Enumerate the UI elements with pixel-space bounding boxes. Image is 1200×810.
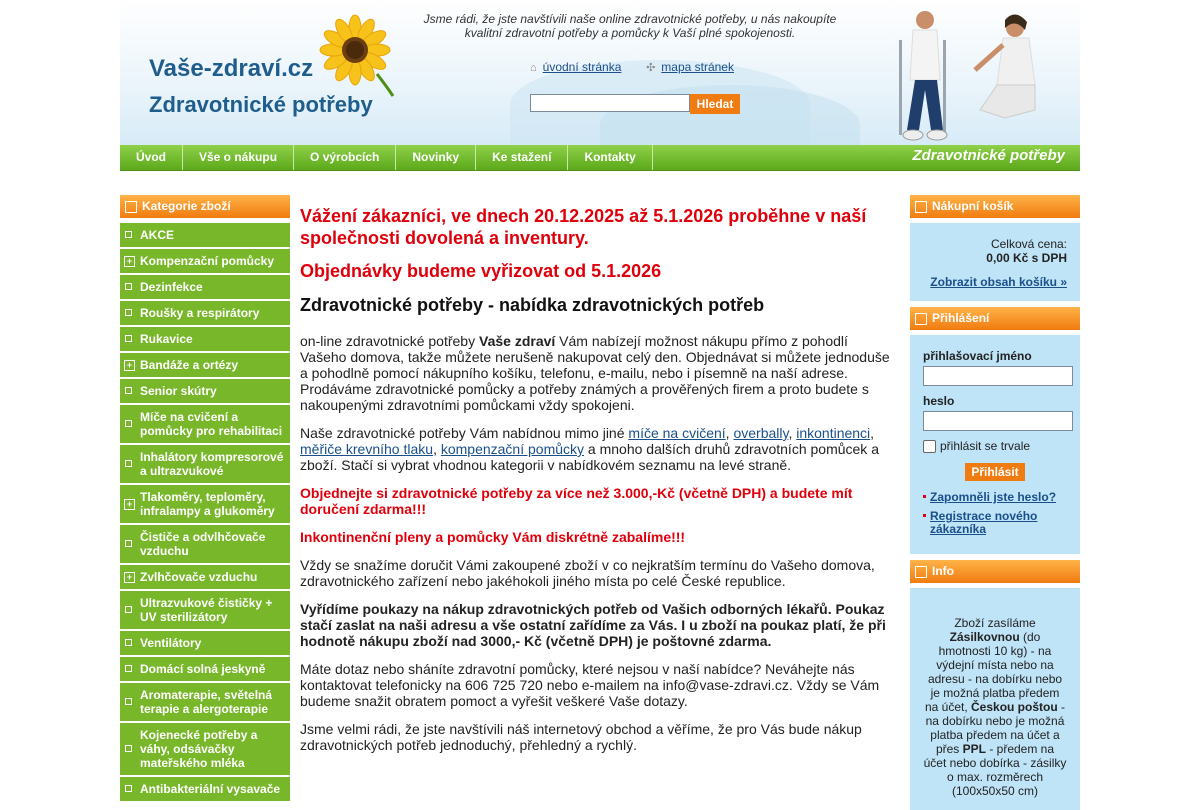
login-icon: [915, 313, 927, 325]
text: - na dobírku nebo je možná platba předem na účet a přes: [925, 700, 1066, 756]
bullet-icon: [125, 335, 132, 342]
carrier-zasilkovna: Zásilkovnou: [949, 630, 1020, 644]
category-label: Zvlhčovače vzduchu: [140, 570, 258, 584]
password-field[interactable]: [923, 411, 1073, 431]
category-tree-icon: [125, 201, 137, 213]
holiday-notice: Vážení zákazníci, ve dnech 20.12.2025 až 5.1.2026 proběhne v naší společnosti dovolená a inventury.: [300, 206, 867, 248]
discreet-packing-notice: Inkontinenční pleny a pomůcky Vám diskrétně zabalíme!!!: [300, 529, 686, 545]
info-header: [910, 560, 1080, 583]
header: [120, 0, 1080, 145]
login-button[interactable]: Přihlásit: [965, 463, 1024, 481]
free-shipping-notice: Objednejte si zdravotnické potřeby za více než 3.000,-Kč (včetně DPH) a budete mít doručení zdarma!!!: [300, 485, 853, 517]
category-item[interactable]: [120, 379, 290, 405]
category-label: Domácí solná jeskyně: [140, 662, 266, 676]
category-item[interactable]: [120, 249, 290, 275]
cart-title: Nákupní košík: [932, 199, 1014, 213]
login-header: [910, 307, 1080, 330]
category-title: Kategorie zboží: [142, 199, 231, 213]
category-label: Tlakoměry, teploměry, infralampy a glukoměry: [140, 490, 275, 518]
category-label: Čističe a odvlhčovače vzduchu: [140, 530, 266, 558]
orders-notice: Objednávky budeme vyřizovat od 5.1.2026: [300, 261, 662, 281]
home-link[interactable]: úvodní stránka: [542, 60, 622, 74]
site-subtitle: Zdravotnické potřeby: [149, 92, 373, 117]
bullet-icon: [125, 460, 132, 467]
text: (do hmotnosti 10 kg) - na výdejní místa nebo na adresu - na dobírku nebo je možná platba předem na účet,: [924, 630, 1063, 714]
category-item[interactable]: [120, 485, 290, 525]
text: Vám nabízejí možnost nákupu přímo z pohodlí Vašeho domova, takže můžete nerušeně nakupovat celý den. Objednávat si můžete jednoduše a pohodlně pomocí nákupního košíku, telefonu, e-mailu, nebo i písemně na naší adrese. Prodáváme zdravotnické pomůcky a potřeby známých a prověřených firem a proto budete s nakoupenými zdravotními pomůckami vždy spokojeni.: [300, 333, 890, 413]
cart-header: [910, 195, 1080, 218]
link-mice-na-cviceni[interactable]: míče na cvičení: [628, 425, 726, 441]
info-icon: [915, 566, 927, 578]
username-field[interactable]: [923, 366, 1073, 386]
search-input[interactable]: [530, 94, 690, 112]
main-content: [300, 205, 892, 765]
category-item[interactable]: [120, 631, 290, 657]
category-item[interactable]: [120, 445, 290, 485]
nav-item-ke-stazeni[interactable]: Ke stažení: [476, 145, 568, 170]
nav-item-uvod[interactable]: Úvod: [120, 145, 183, 170]
category-label: Senior skútry: [140, 384, 217, 398]
text: Zboží zasíláme: [954, 616, 1036, 630]
nav-item-kontakty[interactable]: Kontakty: [568, 145, 652, 170]
nav-item-novinky[interactable]: Novinky: [396, 145, 476, 170]
brand-name: Vaše zdraví: [479, 333, 556, 349]
remember-checkbox[interactable]: [923, 440, 936, 453]
link-merice-tlaku[interactable]: měřiče krevního tlaku: [300, 441, 434, 457]
remember-row: [923, 439, 1067, 453]
text: - předem na účet nebo dobírka - zásilky o max. rozměrech (100x50x50 cm): [923, 742, 1067, 798]
cart-total-value: 0,00 Kč s DPH: [986, 251, 1067, 265]
login-box: [910, 335, 1080, 554]
bullet-icon: [125, 231, 132, 238]
category-label: Inhalátory kompresorové a ultrazvukové: [140, 450, 284, 478]
bullet-icon: [125, 309, 132, 316]
intro-paragraph: [300, 333, 892, 413]
category-item[interactable]: [120, 405, 290, 445]
header-people-image: [885, 0, 1080, 145]
category-list: [120, 223, 290, 803]
bullet-icon: [125, 420, 132, 427]
category-item[interactable]: [120, 353, 290, 379]
category-item[interactable]: [120, 591, 290, 631]
category-sidebar: [120, 195, 290, 803]
search-button[interactable]: Hledat: [690, 94, 740, 114]
category-label: Ultrazvukové čističky + UV sterilizátory: [140, 596, 273, 624]
welcome-text: Jsme rádi, že jste navštívili naše online zdravotnické potřeby, u nás nakoupíte kvalitní zdravotní potřeby a pomůcky k Vaší plné spokojenosti.: [423, 12, 837, 40]
link-inkontinenci[interactable]: inkontinenci: [796, 425, 871, 441]
carrier-ppl: PPL: [962, 742, 986, 756]
password-label: heslo: [923, 394, 955, 408]
bullet-icon: [125, 639, 132, 646]
category-item[interactable]: [120, 327, 290, 353]
category-item[interactable]: [120, 683, 290, 723]
category-item[interactable]: [120, 525, 290, 565]
bullet-icon: [125, 698, 132, 705]
bullet-icon: [125, 785, 132, 792]
info-box: [910, 588, 1080, 810]
text: on-line zdravotnické potřeby: [300, 333, 479, 349]
expand-icon[interactable]: +: [124, 256, 135, 267]
home-icon: ⌂: [530, 62, 537, 74]
category-item[interactable]: [120, 777, 290, 803]
nav-item-o-vyrobcich[interactable]: O výrobcích: [294, 145, 396, 170]
bullet-icon: [125, 387, 132, 394]
remember-label: přihlásit se trvale: [940, 439, 1031, 453]
category-item[interactable]: [120, 275, 290, 301]
cart-total-label: Celková cena:: [990, 237, 1067, 251]
nav-item-vse-o-nakupu[interactable]: Vše o nákupu: [183, 145, 294, 170]
sunflower-logo-icon: [315, 12, 395, 97]
category-label: Rukavice: [140, 332, 193, 346]
prescription-paragraph: Vyřídíme poukazy na nákup zdravotnických potřeb od Vašich odborných lékařů. Poukaz stačí zaslat na naši adresu a vše ostatní zařídíme za Vás. I u zboží na poukaz platí, že při hodnotě nákupu zboží nad 3000,- Kč (včetně DPH) je poštovné zdarma.: [300, 601, 886, 649]
top-links: [530, 60, 734, 74]
category-label: Roušky a respirátory: [140, 306, 260, 320]
delivery-paragraph: Vždy se snažíme doručit Vámi zakoupené zboží v co nejkratším termínu do Vašeho domova, zdravotnického zařízení nebo jakéhokoli jiného místa po celé České republice.: [300, 557, 875, 589]
carrier-ceska-posta: Českou poštou: [971, 700, 1058, 714]
category-item[interactable]: [120, 301, 290, 327]
register-link[interactable]: Registrace nového zákazníka: [923, 510, 1067, 536]
expand-icon[interactable]: +: [124, 360, 135, 371]
right-sidebar: [910, 195, 1080, 810]
category-item[interactable]: [120, 723, 290, 777]
bullet-icon: [125, 283, 132, 290]
expand-icon[interactable]: +: [124, 572, 135, 583]
bullet-icon: [125, 665, 132, 672]
site-name[interactable]: Vaše-zdraví.cz: [149, 55, 314, 82]
username-label: přihlašovací jméno: [923, 349, 1032, 363]
category-label: Míče na cvičení a pomůcky pro rehabilitaci: [140, 410, 283, 438]
category-item[interactable]: [120, 657, 290, 683]
expand-icon[interactable]: +: [124, 499, 135, 510]
category-label: AKCE: [140, 228, 175, 242]
category-label: Bandáže a ortézy: [140, 358, 239, 372]
info-title: Info: [932, 564, 954, 578]
text: Naše zdravotnické potřeby Vám nabídnou mimo jiné: [300, 425, 629, 441]
bullet-icon: [125, 745, 132, 752]
cart-box: [910, 223, 1080, 301]
category-header: [120, 195, 290, 218]
contact-paragraph: Máte dotaz nebo sháníte zdravotní pomůcky, které nejsou v naší nabídce? Neváhejte nás kontaktovat telefonicky na 606 725 720 nebo e-mailem na info@vase-zdravi.cz. Vždy se Vám budeme snažit obratem pomoct a vyřešit veškeré Vaše dotazy.: [300, 661, 880, 709]
category-label: Aromaterapie, světelná terapie a alergoterapie: [140, 688, 273, 716]
category-label: Antibakteriální vysavače: [140, 782, 281, 796]
sitemap-icon: ✣: [646, 62, 656, 74]
cart-icon: [915, 201, 927, 213]
link-kompenzacni-pomucky[interactable]: kompenzační pomůcky: [440, 441, 585, 457]
category-item[interactable]: [120, 223, 290, 249]
sitemap-link[interactable]: mapa stránek: [661, 60, 734, 74]
category-label: Kojenecké potřeby a váhy, odsávačky mateřského mléka: [140, 728, 258, 770]
cart-show-link[interactable]: Zobrazit obsah košíku »: [930, 275, 1067, 289]
link-overbally[interactable]: overbally: [733, 425, 789, 441]
category-label: Dezinfekce: [140, 280, 203, 294]
nav-slogan: Zdravotnické potřeby: [912, 147, 1065, 164]
offer-paragraph: Naše zdravotnické potřeby Vám nabídnou mimo jiné míče na cvičení, overbally, inkontinenci, měřiče krevního tlaku, kompenzační pomůcky a mnoho dalších druhů zdravotních pomůcek a zboží. Stačí si vybrat vhodnou kategorii v nabídkovém seznamu na levé straně.: [300, 425, 879, 473]
category-label: Ventilátory: [140, 636, 202, 650]
closing-paragraph: Jsme velmi rádi, že jste navštívili náš internetový obchod a věříme, že pro Vás bude nákup zdravotnických potřeb jednoduchý, přehledný a rychlý.: [300, 721, 862, 753]
category-item[interactable]: [120, 565, 290, 591]
page-title: Zdravotnické potřeby - nabídka zdravotnických potřeb: [300, 295, 765, 315]
login-title: Přihlášení: [932, 311, 990, 325]
text: a mnoho dalších druhů zdravotních pomůcek a zboží. Stačí si vybrat vhodnou kategorii v nabídkovém seznamu na levé straně.: [300, 441, 879, 473]
forgot-password-link[interactable]: Zapomněli jste heslo?: [923, 491, 1067, 504]
bullet-icon: [125, 606, 132, 613]
main-nav: [120, 145, 1080, 171]
category-label: Kompenzační pomůcky: [140, 254, 275, 268]
bullet-icon: [125, 540, 132, 547]
